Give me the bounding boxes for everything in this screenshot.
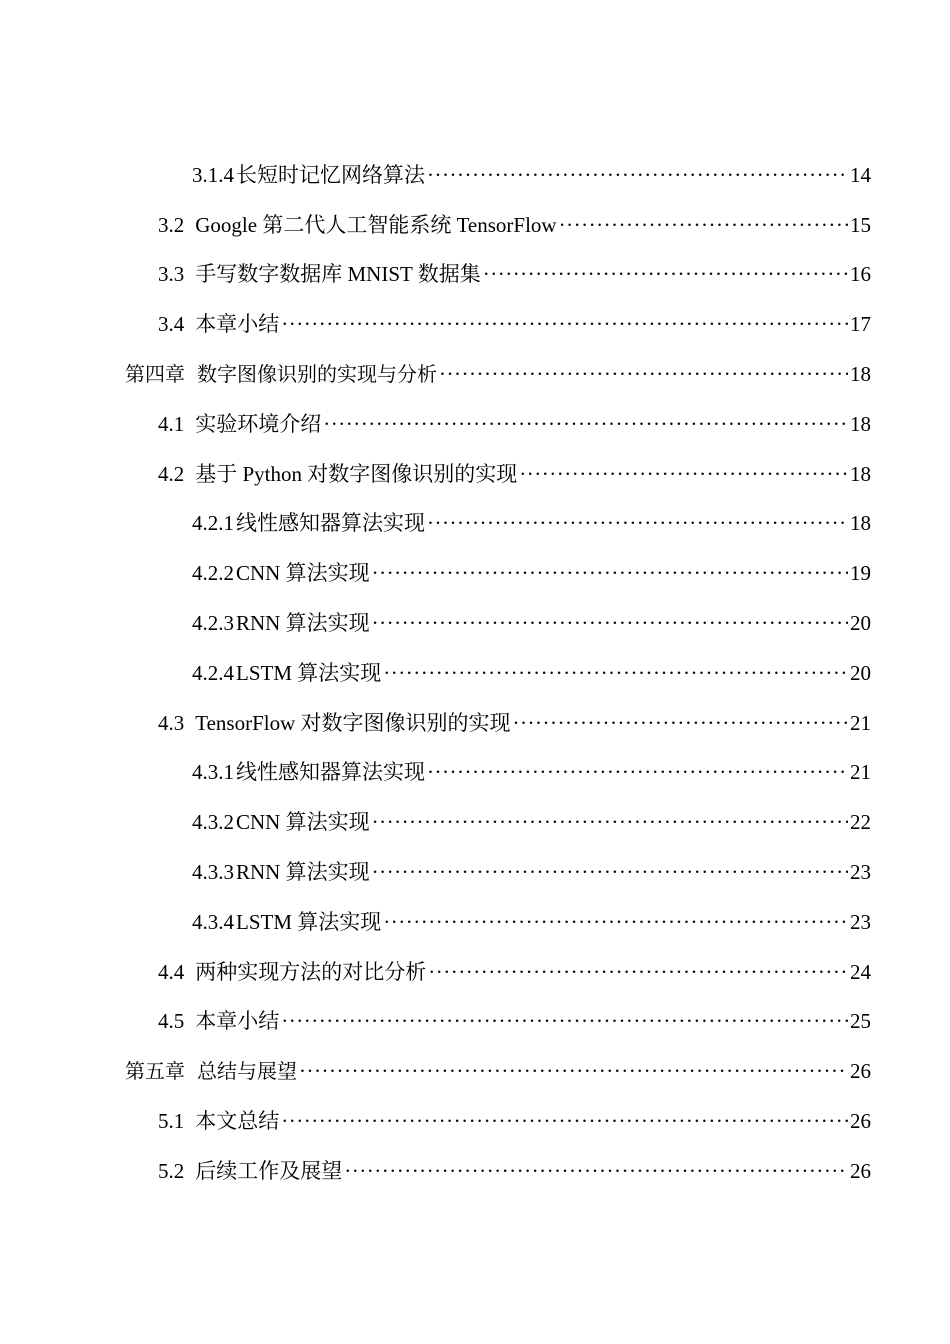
toc-entry-title: 数字图像识别的实现与分析 [197, 362, 437, 387]
dot-leader [344, 1158, 848, 1184]
toc-chapter-entry[interactable] [0, 1046, 950, 1096]
toc-entry-page: 18 [850, 511, 871, 536]
toc-entry[interactable] [0, 748, 950, 798]
toc-entry-page: 24 [850, 959, 871, 984]
toc-entry-number: 4.2.2 [192, 561, 234, 586]
toc-entry-number: 3.1.4 [192, 162, 234, 187]
dot-leader [428, 959, 848, 985]
toc-entry-title: 后续工作及展望 [195, 1158, 343, 1183]
toc-entry[interactable] [0, 399, 950, 449]
dot-leader [281, 311, 848, 337]
dot-leader [427, 162, 848, 188]
toc-entry-number: 3.2 [158, 212, 185, 237]
toc-entry-page: 19 [850, 561, 871, 586]
toc-entry-number: 5.2 [158, 1158, 185, 1183]
toc-entry-number: 第四章 [125, 362, 185, 387]
toc-entry[interactable] [0, 797, 950, 847]
toc-entry-title: 线性感知器算法实现 [236, 511, 425, 536]
toc-entry-page: 21 [850, 710, 871, 735]
toc-entry-number: 3.3 [158, 262, 185, 287]
toc-entry[interactable] [0, 150, 950, 200]
dot-leader [372, 859, 848, 885]
toc-entry-number: 4.3.2 [192, 810, 234, 835]
toc-entry-page: 18 [850, 411, 871, 436]
dot-leader [372, 809, 848, 835]
dot-leader [281, 1008, 848, 1034]
dot-leader [383, 909, 848, 935]
toc-entry-title: LSTM 算法实现 [236, 909, 382, 934]
toc-entry-page: 16 [850, 262, 871, 287]
toc-entry-page: 15 [850, 212, 871, 237]
toc-entry[interactable] [0, 598, 950, 648]
dot-leader [299, 1058, 848, 1084]
dot-leader [427, 759, 848, 785]
toc-entry[interactable] [0, 1096, 950, 1146]
toc-entry-number: 4.3.4 [192, 909, 234, 934]
toc-entry-page: 18 [850, 461, 871, 486]
toc-entry-title: CNN 算法实现 [236, 810, 370, 835]
toc-entry-number: 4.5 [158, 1009, 185, 1034]
toc-entry[interactable] [0, 299, 950, 349]
table-of-contents [0, 150, 950, 1196]
toc-entry[interactable] [0, 947, 950, 997]
toc-entry-title: 线性感知器算法实现 [236, 760, 425, 785]
toc-entry-number: 4.3.3 [192, 860, 234, 885]
toc-entry-title: 手写数字数据库 MNIST 数据集 [195, 262, 481, 287]
toc-entry-page: 23 [850, 909, 871, 934]
toc-entry-number: 4.1 [158, 411, 185, 436]
toc-entry-number: 3.4 [158, 312, 185, 337]
dot-leader [513, 710, 848, 736]
toc-entry[interactable] [0, 499, 950, 549]
toc-entry-title: 长短时记忆网络算法 [236, 162, 425, 187]
toc-entry-page: 26 [850, 1059, 871, 1084]
toc-entry[interactable] [0, 847, 950, 897]
toc-entry[interactable] [0, 648, 950, 698]
dot-leader [439, 361, 848, 387]
toc-entry[interactable] [0, 548, 950, 598]
toc-entry-page: 20 [850, 660, 871, 685]
toc-entry-title: 本章小结 [195, 312, 280, 337]
toc-entry-title: 实验环境介绍 [195, 411, 322, 436]
toc-entry-page: 23 [850, 860, 871, 885]
toc-entry-title: RNN 算法实现 [236, 611, 370, 636]
toc-entry-number: 4.2.3 [192, 611, 234, 636]
toc-entry[interactable] [0, 1146, 950, 1196]
toc-entry-title: 基于 Python 对数字图像识别的实现 [195, 461, 518, 486]
dot-leader [559, 212, 848, 238]
toc-entry-page: 22 [850, 810, 871, 835]
toc-entry[interactable] [0, 698, 950, 748]
toc-entry-title: 本文总结 [195, 1109, 280, 1134]
toc-entry[interactable] [0, 250, 950, 300]
dot-leader [427, 510, 848, 536]
toc-chapter-entry[interactable] [0, 349, 950, 399]
toc-entry[interactable] [0, 200, 950, 250]
toc-entry-number: 4.3 [158, 710, 185, 735]
dot-leader [323, 411, 848, 437]
toc-entry[interactable] [0, 897, 950, 947]
dot-leader [519, 461, 848, 487]
toc-entry-page: 26 [850, 1109, 871, 1134]
toc-entry-number: 4.2 [158, 461, 185, 486]
dot-leader [483, 261, 848, 287]
toc-entry-title: 本章小结 [195, 1009, 280, 1034]
toc-entry[interactable] [0, 449, 950, 499]
toc-entry-title: CNN 算法实现 [236, 561, 370, 586]
toc-entry-page: 25 [850, 1009, 871, 1034]
toc-entry-page: 26 [850, 1158, 871, 1183]
toc-entry-title: LSTM 算法实现 [236, 660, 382, 685]
toc-entry-number: 5.1 [158, 1109, 185, 1134]
toc-entry-number: 4.2.1 [192, 511, 234, 536]
toc-entry-page: 17 [850, 312, 871, 337]
toc-entry-title: TensorFlow 对数字图像识别的实现 [195, 710, 511, 735]
toc-entry-title: 两种实现方法的对比分析 [195, 959, 427, 984]
dot-leader [281, 1108, 848, 1134]
toc-entry-title: 总结与展望 [197, 1059, 297, 1084]
dot-leader [372, 610, 848, 636]
toc-entry-number: 4.2.4 [192, 660, 234, 685]
toc-entry-number: 第五章 [125, 1059, 185, 1084]
toc-entry-title: Google 第二代人工智能系统 TensorFlow [195, 212, 557, 237]
toc-entry-page: 20 [850, 611, 871, 636]
toc-entry-number: 4.4 [158, 959, 185, 984]
dot-leader [383, 660, 848, 686]
toc-entry-number: 4.3.1 [192, 760, 234, 785]
toc-entry-title: RNN 算法实现 [236, 860, 370, 885]
toc-entry-page: 21 [850, 760, 871, 785]
toc-entry[interactable] [0, 997, 950, 1047]
toc-entry-page: 18 [850, 362, 871, 387]
dot-leader [372, 560, 848, 586]
toc-entry-page: 14 [850, 162, 871, 187]
